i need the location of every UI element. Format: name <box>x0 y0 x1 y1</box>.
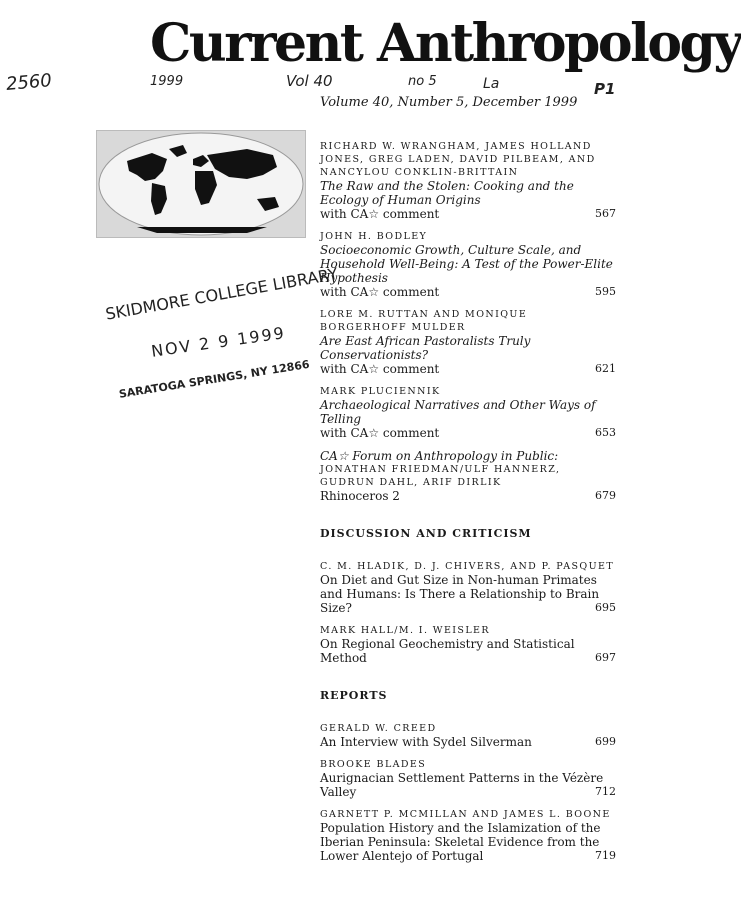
article-page: 595 <box>595 285 616 298</box>
report-page: 712 <box>595 785 616 798</box>
handwritten-volume: Vol 40 <box>286 72 333 90</box>
article-entry[interactable] <box>320 308 616 376</box>
discussion-title-end: Method <box>320 651 367 665</box>
report-title-end: Lower Alentejo of Portugal <box>320 849 484 863</box>
library-stamp-name: SKIDMORE COLLEGE LIBRARY <box>104 264 340 324</box>
article-entry[interactable] <box>320 140 616 221</box>
report-authors: GARNETT P. MCMILLAN AND JAMES L. BOONE <box>320 809 611 820</box>
handwritten-p: P1 <box>594 80 616 98</box>
article-authors: LORE M. RUTTAN AND MONIQUE BORGERHOFF MULDER <box>320 309 528 333</box>
handwritten-accession-number: 2560 <box>5 70 53 95</box>
article-authors: RICHARD W. WRANGHAM, JAMES HOLLAND JONES, GREG LADEN, DAVID PILBEAM, AND NANCYLOU CONKLIN-BRITTAIN <box>320 141 596 178</box>
discussion-entry[interactable] <box>320 624 616 665</box>
article-comment: with CA☆ comment <box>320 426 440 440</box>
forum-heading: CA☆ Forum on Anthropology in Public: <box>320 449 559 463</box>
article-page: 567 <box>595 207 616 220</box>
discussion-entry[interactable] <box>320 560 616 615</box>
world-map-image <box>96 130 306 238</box>
discussion-heading: DISCUSSION AND CRITICISM <box>320 527 532 540</box>
report-entry[interactable] <box>320 722 616 749</box>
article-page: 621 <box>595 362 616 375</box>
article-comment: with CA☆ comment <box>320 207 440 221</box>
forum-page: 679 <box>595 489 616 502</box>
discussion-title: On Regional Geochemistry and Statistical <box>320 637 575 651</box>
article-title: Archaeological Narratives and Other Ways of Telling <box>320 398 596 426</box>
article-comment: with CA☆ comment <box>320 285 440 299</box>
report-page: 719 <box>595 849 616 862</box>
handwritten-year: 1999 <box>150 74 184 89</box>
discussion-page: 695 <box>595 601 616 614</box>
forum-entry[interactable] <box>320 449 616 503</box>
report-title-end: An Interview with Sydel Silverman <box>320 735 532 749</box>
report-title-end: Valley <box>320 785 357 799</box>
article-title: Socioeconomic Growth, Culture Scale, and Household Well-Being: A Test of the Power-Elite Hypothesis <box>320 243 613 285</box>
discussion-title-end: Size? <box>320 601 352 615</box>
report-authors: GERALD W. CREED <box>320 723 437 734</box>
forum-title: Rhinoceros 2 <box>320 489 400 503</box>
article-authors: MARK PLUCIENNIK <box>320 386 441 397</box>
table-of-contents <box>320 140 616 872</box>
article-authors: JOHN H. BODLEY <box>320 231 428 242</box>
discussion-page: 697 <box>595 651 616 664</box>
journal-masthead: Current Anthropology <box>150 13 741 74</box>
report-authors: BROOKE BLADES <box>320 759 427 770</box>
article-entry[interactable] <box>320 385 616 440</box>
report-title: Aurignacian Settlement Patterns in the Vézère <box>320 771 604 785</box>
library-stamp-date: NOV 2 9 1999 <box>150 323 287 361</box>
volume-line: Volume 40, Number 5, December 1999 <box>320 95 578 110</box>
article-title: Are East African Pastoralists Truly Conservationists? <box>320 334 531 362</box>
article-title: The Raw and the Stolen: Cooking and the Ecology of Human Origins <box>320 179 574 207</box>
discussion-title: On Diet and Gut Size in Non-human Primates and Humans: Is There a Relationship to Brain <box>320 573 600 601</box>
article-comment: with CA☆ comment <box>320 362 440 376</box>
report-entry[interactable] <box>320 758 616 799</box>
article-page: 653 <box>595 426 616 439</box>
discussion-authors: C. M. HLADIK, D. J. CHIVERS, AND P. PASQUET <box>320 561 615 572</box>
report-page: 699 <box>595 735 616 748</box>
reports-heading: REPORTS <box>320 689 388 702</box>
report-title: Population History and the Islamization of the Iberian Peninsula: Skeletal Evidence from the <box>320 821 601 849</box>
library-stamp-city: SARATOGA SPRINGS, NY 12866 <box>118 357 311 401</box>
article-entry[interactable] <box>320 230 616 299</box>
forum-authors: JONATHAN FRIEDMAN/ULF HANNERZ, GUDRUN DAHL, ARIF DIRLIK <box>320 464 561 488</box>
handwritten-la: La <box>483 76 500 92</box>
discussion-authors: MARK HALL/M. I. WEISLER <box>320 625 490 636</box>
report-entry[interactable] <box>320 808 616 863</box>
handwritten-number: no 5 <box>408 74 437 89</box>
world-map-icon <box>97 131 305 237</box>
